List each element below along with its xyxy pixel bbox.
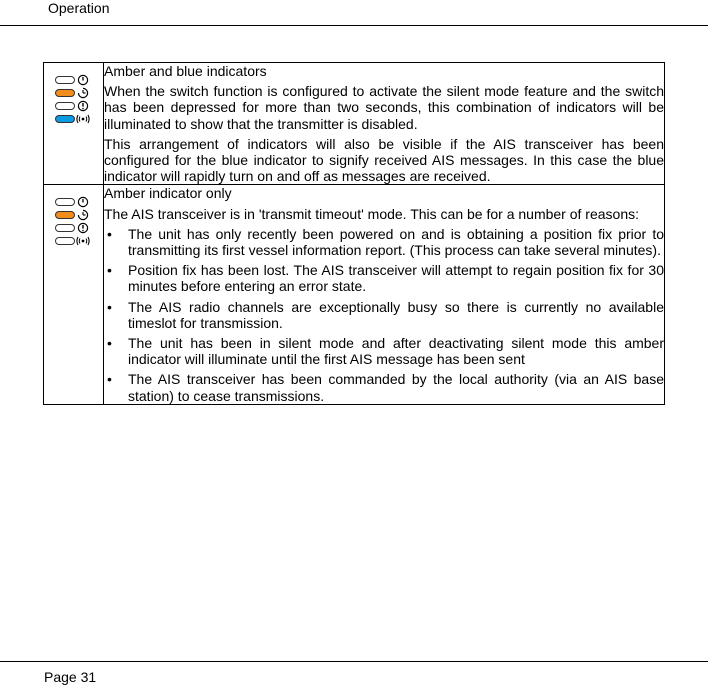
indicator-stack: [44, 63, 103, 125]
indicator-lamp-off: [55, 237, 75, 245]
indicator-lamp-off: [55, 76, 75, 84]
list-item: [104, 371, 664, 403]
ais-message-icon: [75, 235, 91, 247]
indicator-lamp-blue: [55, 115, 75, 123]
page-header-title: Operation: [48, 0, 110, 16]
indicator-stack: [44, 185, 103, 247]
indicator-table: [43, 62, 665, 405]
description-paragraph: This arrangement of indicators will also be visible if the AIS transceiver has been configured for the blue indicator to signify received AIS messages. In this case the blue indicator will rapidly turn on and off as messages are received.: [104, 135, 664, 185]
indicator-icon-cell: [44, 185, 104, 404]
intro-paragraph: The AIS transceiver is in 'transmit timeout' mode. This can be for a number of reasons:: [104, 205, 639, 222]
row-title: Amber and blue indicators: [104, 63, 267, 79]
timer-icon: [77, 87, 89, 99]
description-cell: [104, 63, 665, 185]
error-icon: [77, 100, 89, 112]
description-cell: [104, 185, 665, 404]
indicator-row: [55, 221, 103, 234]
indicator-row: [55, 234, 103, 247]
list-item-text: The unit has been in silent mode and after deactivating silent mode this amber indicator will illuminate until the first AIS message has been sent: [128, 335, 664, 368]
reasons-list: [104, 226, 664, 404]
list-item: [104, 299, 664, 331]
list-item: [104, 226, 664, 258]
indicator-row: [55, 195, 103, 208]
power-icon: [77, 196, 89, 208]
bullet-mark: •: [107, 371, 112, 388]
header-divider: [0, 25, 708, 26]
indicator-lamp-off: [55, 102, 75, 110]
row-title: Amber indicator only: [104, 185, 232, 202]
description-paragraph: When the switch function is configured to activate the silent mode feature and the switch has been depressed for more than two seconds, this combination of indicators will be illuminated to show that the transmitter is disabled.: [104, 83, 664, 132]
list-item: [104, 262, 664, 294]
ais-message-icon: [75, 113, 91, 125]
error-icon: [77, 222, 89, 234]
table-row: [44, 63, 665, 185]
power-icon: [77, 74, 89, 86]
list-item: [104, 335, 664, 367]
list-item-text: The AIS radio channels are exceptionally busy so there is currently no available timeslot for transmission.: [128, 298, 664, 331]
indicator-lamp-amber: [55, 211, 75, 219]
indicator-row: [55, 73, 103, 86]
table-row: [44, 185, 665, 404]
indicator-icon-cell: [44, 63, 104, 185]
list-item-text: The AIS transceiver has been commanded by the local authority (via an AIS base station) to cease transmissions.: [128, 371, 664, 404]
indicator-row: [55, 112, 103, 125]
bullet-mark: •: [107, 298, 112, 315]
list-item-text: The unit has only recently been powered on and is obtaining a position fix prior to transmitting its first vessel information report. (This process can take several minutes).: [128, 225, 664, 259]
indicator-row: [55, 99, 103, 112]
indicator-lamp-off: [55, 198, 75, 206]
bullet-mark: •: [107, 335, 112, 352]
indicator-row: [55, 86, 103, 99]
bullet-mark: •: [107, 225, 112, 242]
timer-icon: [77, 209, 89, 221]
indicator-lamp-off: [55, 224, 75, 232]
footer-divider: [0, 661, 708, 662]
list-item-text: Position fix has been lost. The AIS transceiver will attempt to regain position fix for 30 minutes before entering an error state.: [128, 262, 664, 295]
indicator-lamp-amber: [55, 89, 75, 97]
page-number: Page 31: [44, 669, 97, 685]
bullet-mark: •: [107, 262, 112, 279]
indicator-row: [55, 208, 103, 221]
